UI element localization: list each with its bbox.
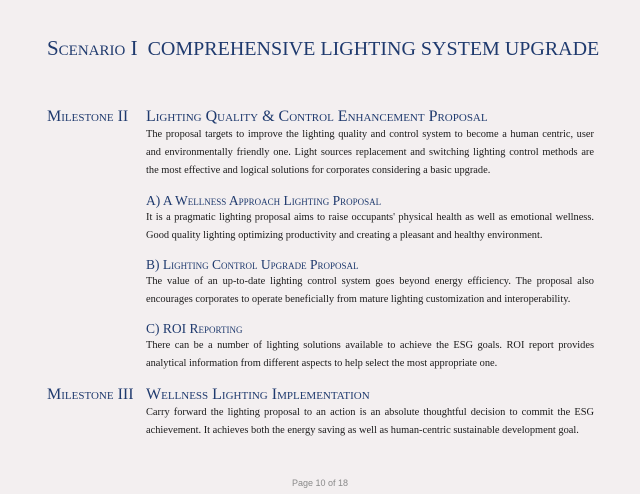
milestone-3-label: Milestone III: [47, 386, 134, 403]
milestone-2-block: [146, 108, 594, 180]
scenario-title: COMPREHENSIVE LIGHTING SYSTEM UPGRADE: [147, 38, 600, 60]
section-a-title: A) A Wellness Approach Lighting Proposal: [146, 193, 382, 208]
page-number: Page 10 of 18: [291, 478, 349, 488]
section-c-title: C) ROI Reporting: [146, 321, 243, 336]
milestone-3-block: [146, 386, 594, 440]
section-c-text: There can be a number of lighting solutions available to achieve the ESG goals. ROI report provides analytical information from different aspects to help select the most appropriate one.: [146, 340, 594, 369]
milestone-2-intro: The proposal targets to improve the lighting quality and control system to become a human centric, user and environmentally friendly one. Light sources replacement and switching lighting control methods are the most effective and logical solutions for corporates considering a basic upgrade.: [146, 129, 594, 176]
section-b: [146, 257, 594, 309]
section-c: [146, 321, 594, 373]
section-a: [146, 193, 594, 245]
section-a-text: It is a pragmatic lighting proposal aims to raise occupants' physical health as well as emotional wellness. Good quality lighting optimizing productivity and creating a pleasant and healthy environment.: [146, 212, 594, 241]
section-b-title: B) Lighting Control Upgrade Proposal: [146, 257, 359, 272]
milestone-2-title: Lighting Quality & Control Enhancement Proposal: [146, 108, 488, 125]
milestone-3-intro: Carry forward the lighting proposal to an action is an absolute thoughtful decision to commit the ESG achievement. It achieves both the energy saving as well as human-centric sustainable development goal.: [146, 407, 594, 436]
scenario-label: Scenario I: [47, 36, 138, 60]
section-b-text: The value of an up-to-date lighting control system goes beyond energy efficiency. The proposal also encourages corporates to operate beneficially from mature lighting customization and interoperability.: [146, 276, 594, 305]
milestone-2-label: Milestone II: [47, 108, 129, 125]
page-heading: [47, 36, 599, 61]
milestone-3-title: Wellness Lighting Implementation: [146, 386, 370, 403]
